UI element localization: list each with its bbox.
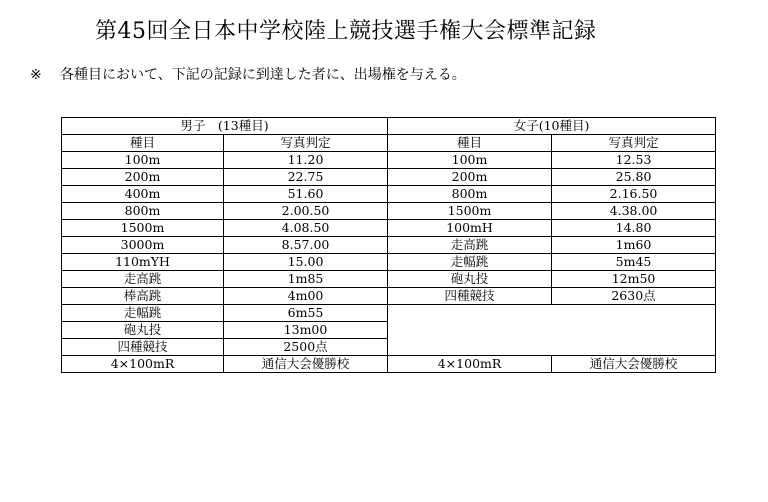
female-event: 200m	[388, 169, 552, 186]
female-event: 4×100mR	[388, 356, 552, 373]
male-col-event: 種目	[62, 135, 224, 152]
female-record: 4.38.00	[552, 203, 716, 220]
note-mark: ※	[30, 67, 42, 83]
female-event: 四種競技	[388, 288, 552, 305]
male-event: 棒高跳	[62, 288, 224, 305]
female-header: 女子(10種目)	[388, 118, 716, 135]
male-record: 22.75	[224, 169, 388, 186]
table-row	[62, 356, 716, 373]
page-title: 第45回全日本中学校陸上競技選手権大会標準記録	[95, 19, 597, 44]
male-event: 走高跳	[62, 271, 224, 288]
female-record: 5m45	[552, 254, 716, 271]
male-event: 110mYH	[62, 254, 224, 271]
male-event: 800m	[62, 203, 224, 220]
female-record: 25.80	[552, 169, 716, 186]
female-col-event: 種目	[388, 135, 552, 152]
male-event: 400m	[62, 186, 224, 203]
male-record: 2500点	[224, 339, 388, 356]
table-row	[62, 186, 716, 203]
male-record: 13m00	[224, 322, 388, 339]
male-record: 2.00.50	[224, 203, 388, 220]
female-record: 1m60	[552, 237, 716, 254]
female-record: 2630点	[552, 288, 716, 305]
female-event: 砲丸投	[388, 271, 552, 288]
male-record: 4.08.50	[224, 220, 388, 237]
male-record: 1m85	[224, 271, 388, 288]
male-event: 4×100mR	[62, 356, 224, 373]
female-record: 2.16.50	[552, 186, 716, 203]
male-event: 100m	[62, 152, 224, 169]
table-row	[62, 305, 716, 322]
female-record: 通信大会優勝校	[552, 356, 716, 373]
table-row	[62, 203, 716, 220]
note-line	[30, 64, 466, 84]
male-event: 3000m	[62, 237, 224, 254]
male-event: 走幅跳	[62, 305, 224, 322]
male-record: 6m55	[224, 305, 388, 322]
standard-records-table	[61, 117, 716, 373]
table-row	[62, 288, 716, 305]
female-event: 800m	[388, 186, 552, 203]
female-event: 100m	[388, 152, 552, 169]
male-event: 四種競技	[62, 339, 224, 356]
male-record: 15.00	[224, 254, 388, 271]
table-row	[62, 169, 716, 186]
female-event: 100mH	[388, 220, 552, 237]
male-header: 男子 (13種目)	[62, 118, 388, 135]
table-row	[62, 237, 716, 254]
female-record: 14.80	[552, 220, 716, 237]
male-event: 砲丸投	[62, 322, 224, 339]
male-record: 通信大会優勝校	[224, 356, 388, 373]
male-record: 51.60	[224, 186, 388, 203]
male-record: 11.20	[224, 152, 388, 169]
table-row	[62, 271, 716, 288]
female-event: 走幅跳	[388, 254, 552, 271]
male-event: 1500m	[62, 220, 224, 237]
table-row	[62, 220, 716, 237]
female-record: 12.53	[552, 152, 716, 169]
male-record: 8.57.00	[224, 237, 388, 254]
table-header-row	[62, 118, 716, 135]
female-event: 走高跳	[388, 237, 552, 254]
female-record: 12m50	[552, 271, 716, 288]
table-row	[62, 152, 716, 169]
table-row	[62, 254, 716, 271]
column-header-row	[62, 135, 716, 152]
female-event: 1500m	[388, 203, 552, 220]
male-col-record: 写真判定	[224, 135, 388, 152]
female-col-record: 写真判定	[552, 135, 716, 152]
female-empty-cell	[388, 305, 716, 356]
note-text: 各種目において、下記の記録に到達した者に、出場権を与える。	[60, 67, 466, 83]
male-event: 200m	[62, 169, 224, 186]
male-record: 4m00	[224, 288, 388, 305]
